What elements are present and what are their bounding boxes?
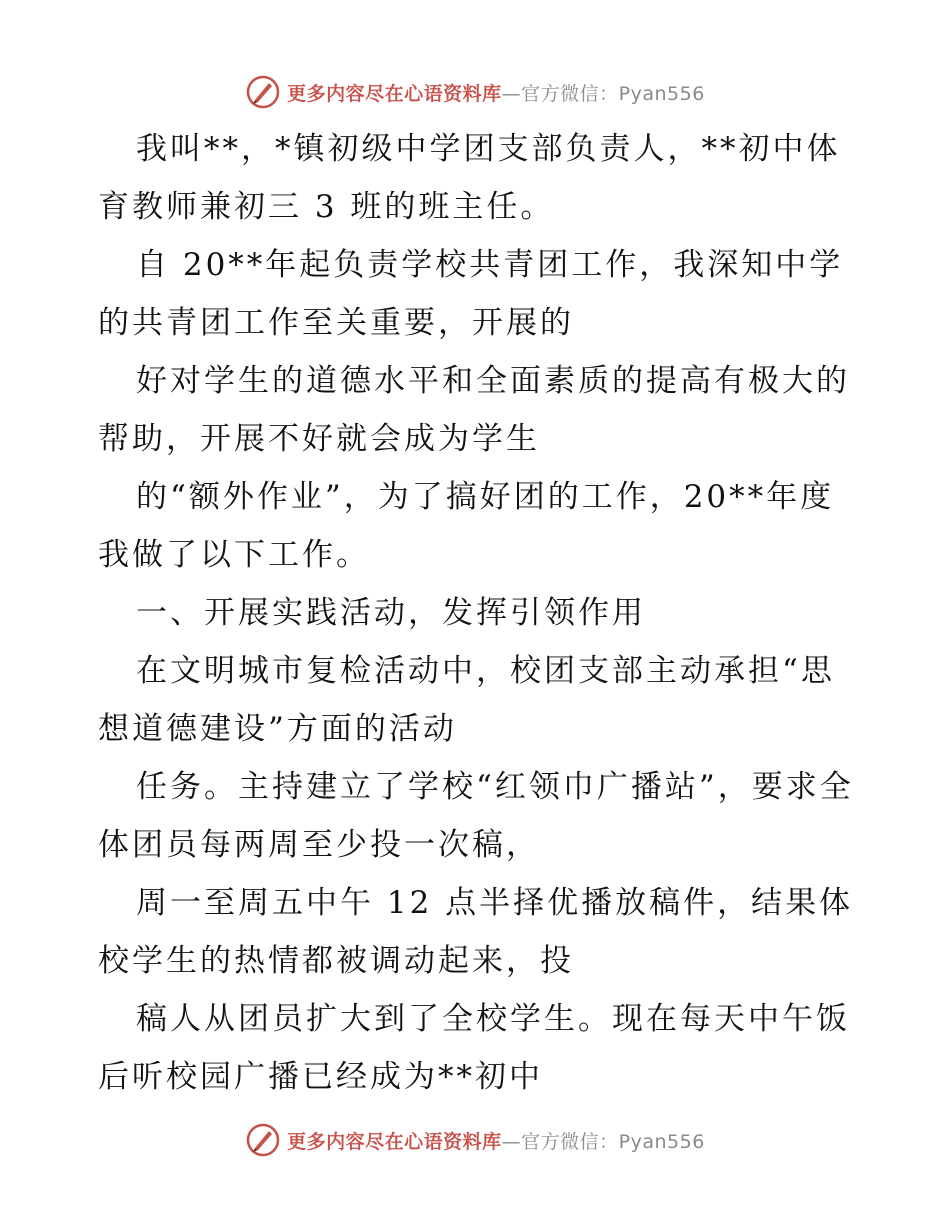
paragraph-7: 周一至周五中午 12 点半择优播放稿件，结果体校学生的热情都被调动起来，投 [98, 885, 854, 979]
paragraph-8: 稿人从团员扩大到了全校学生。现在每天中午饭后听校园广播已经成为**初中 [98, 1001, 850, 1095]
watermark-separator: — [501, 82, 522, 105]
watermark-text [287, 1127, 705, 1154]
paragraph-2: 自 20**年起负责学校共青团工作，我深知中学的共青团工作至关重要，开展的 [98, 247, 844, 341]
quill-pen-logo-icon [245, 74, 281, 110]
footer-watermark [0, 1120, 950, 1160]
watermark-main: 更多内容尽在心语资料库 [287, 1130, 502, 1153]
paragraph-1: 我叫**，*镇初级中学团支部负责人，**初中体育教师兼初三 3 班的班主任。 [98, 131, 841, 225]
paragraph-5: 在文明城市复检活动中，校团支部主动承担“思想道德建设”方面的活动 [98, 653, 835, 747]
header-watermark [0, 72, 950, 112]
watermark-suffix: 官方微信：Pyan556 [521, 1130, 705, 1153]
document-body [98, 120, 858, 1106]
quill-pen-logo-icon [245, 1122, 281, 1158]
section-heading-1: 一、开展实践活动，发挥引领作用 [136, 595, 646, 631]
watermark-text [287, 79, 705, 106]
watermark-main: 更多内容尽在心语资料库 [287, 82, 502, 105]
watermark-suffix: 官方微信：Pyan556 [521, 82, 705, 105]
paragraph-6: 任务。主持建立了学校“红领巾广播站”，要求全体团员每两周至少投一次稿， [98, 769, 854, 863]
paragraph-4: 的“额外作业”，为了搞好团的工作，20**年度我做了以下工作。 [98, 479, 835, 573]
paragraph-3: 好对学生的道德水平和全面素质的提高有极大的帮助，开展不好就会成为学生 [98, 363, 850, 457]
watermark-separator: — [501, 1130, 522, 1153]
